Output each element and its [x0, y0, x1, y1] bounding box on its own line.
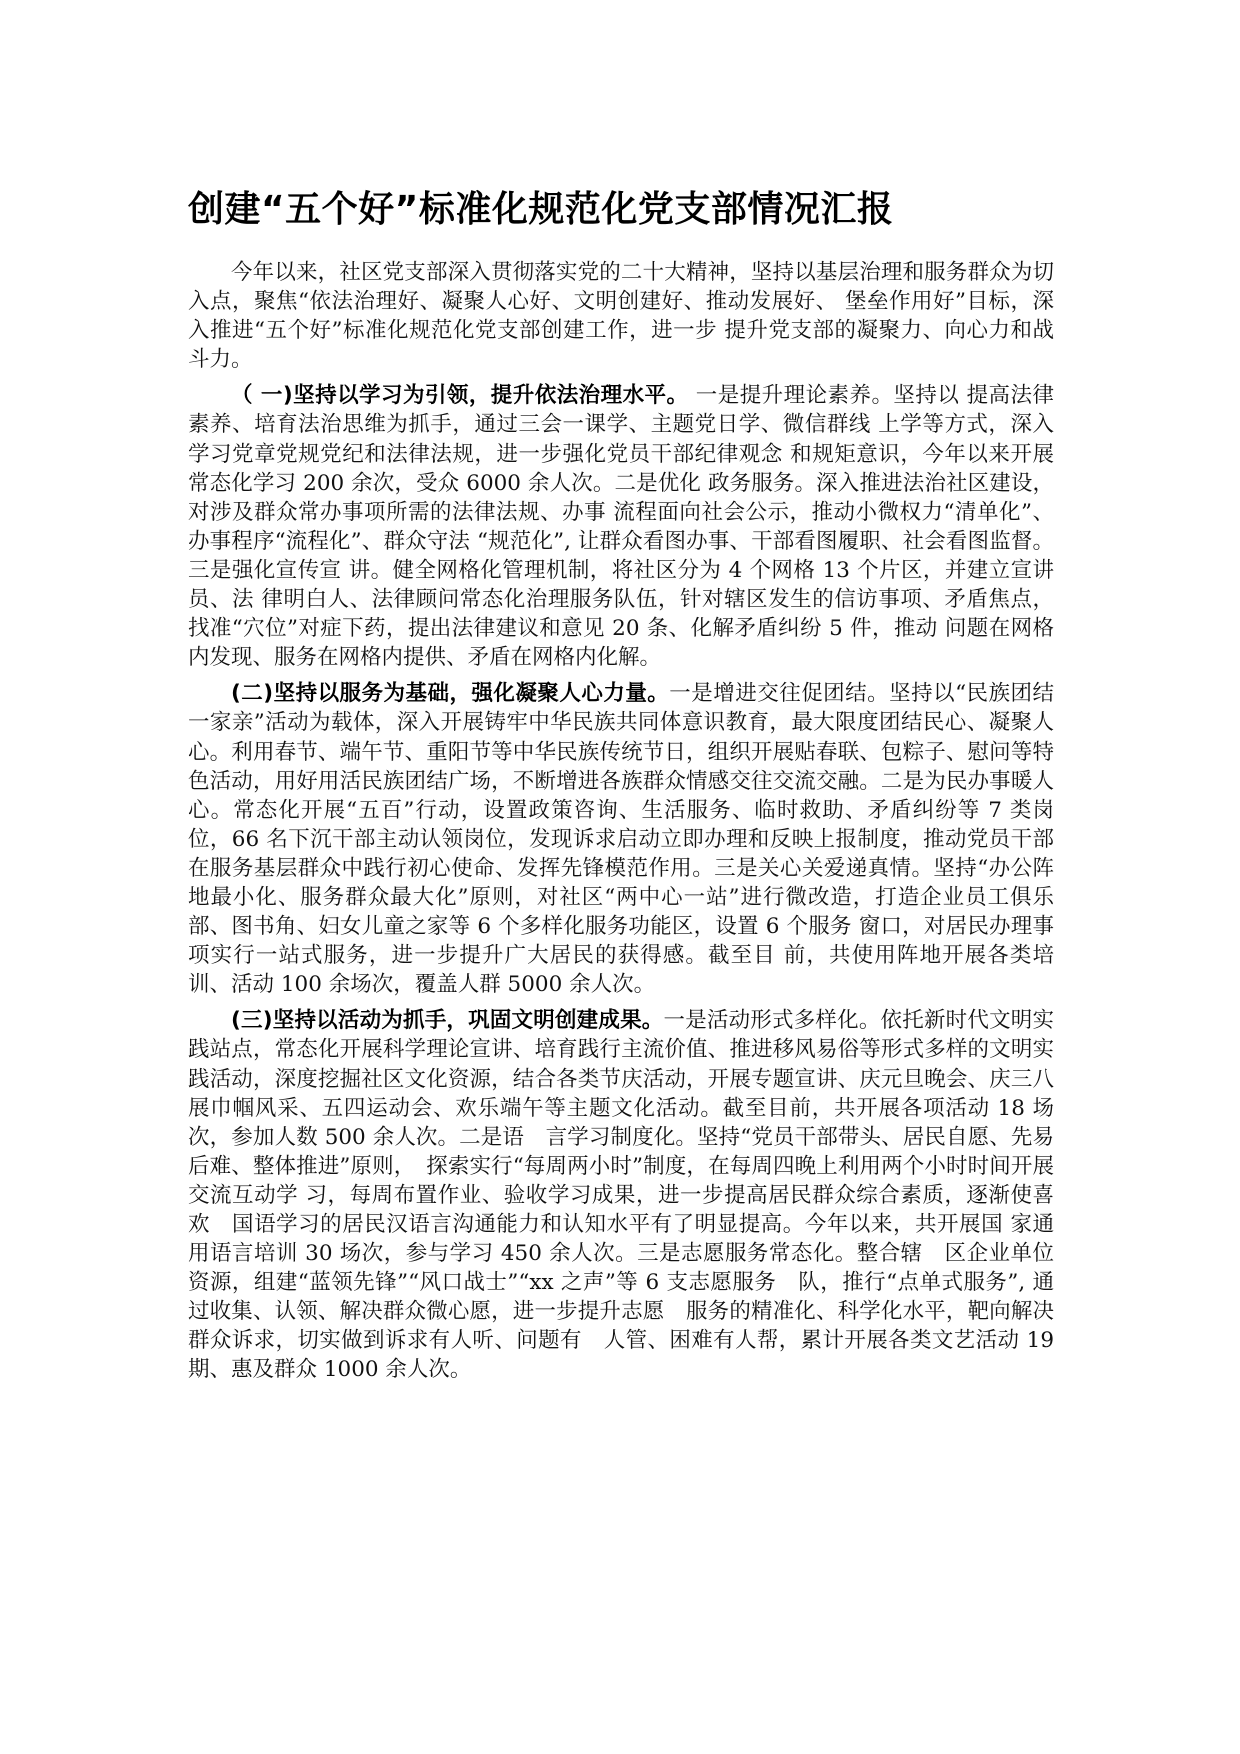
section-3-heading: (三)坚持以活动为抓手，巩固文明创建成果。	[231, 1008, 664, 1034]
section-2-text: 一是增进交往促团结。坚持以“民族团结一家亲”活动为载体，深入开展铸牢中华民族共同体意识教育，最大限度团结民心、凝聚人心。利用春节、端午节、重阳节等中华民族传统节日，组织开展贴春联、包粽子、慰问等特色活动，用好用活民族团结广场，不断增进各族群众情感交往交流交融。二是为民办事暖人心。常态化开展“五百”行动，设置政策咨询、生活服务、临时救助、矛盾纠纷等 7 类岗位，66 名下沉干部主动认领岗位，发现诉求启动立即办理和反映上报制度，推动党员干部在服务基层群众中践行初心使命、发挥先锋模范作用。三是关心关爱递真情。坚持“办公阵地最小化、服务群众最大化”原则，对社区“两中心一站”进行微改造，打造企业员工俱乐部、图书角、妇女儿童之家等 6 个多样化服务功能区，设置 6 个服务 窗口，对居民办理事项实行一站式服务，进一步提升广大居民的获得感。截至目 前，共使用阵地开展各类培训、活动 100 余场次，覆盖人群 5000 余人次。	[188, 681, 1054, 998]
document-title: 创建“五个好”标准化规范化党支部情况汇报	[188, 189, 894, 230]
intro-paragraph: 今年以来，社区党支部深入贯彻落实党的二十大精神，坚持以基层治理和服务群众为切入点，聚焦“依法治理好、凝聚人心好、文明创建好、推动发展好、 堡垒作用好”目标，深入推进“五个好”标准化规范化党支部创建工作，进一步 提升党支部的凝聚力、向心力和战斗力。	[188, 260, 1054, 373]
document-body	[188, 258, 1054, 1385]
section-3-text: 一是活动形式多样化。依托新时代文明实践站点，常态化开展科学理论宣讲、培育践行主流价值、推进移风易俗等形式多样的文明实践活动，深度挖掘社区文化资源，结合各类节庆活动，开展专题宣讲、庆元旦晚会、庆三八展巾帼风采、五四运动会、欢乐端午等主题文化活动。截至目前，共开展各项活动 18 场次，参加人数 500 余人次。二是语 言学习制度化。坚持“党员干部带头、居民自愿、先易后难、整体推进”原则， 探索实行“每周两小时”制度，在每周四晚上利用两个小时时间开展交流互动学 习，每周布置作业、验收学习成果，进一步提高居民群众综合素质，逐渐使喜欢 国语学习的居民汉语言沟通能力和认知水平有了明显提高。今年以来，共开展国 家通用语言培训 30 场次，参与学习 450 余人次。三是志愿服务常态化。整合辖 区企业单位资源，组建“蓝领先锋”“风口战士”“xx 之声”等 6 支志愿服务 队，推行“点单式服务”, 通过收集、认领、解决群众微心愿，进一步提升志愿 服务的精准化、科学化水平，靶向解决群众诉求，切实做到诉求有人听、问题有 人管、困难有人帮，累计开展各类文艺活动 19 期、惠及群众 1000 余人次。	[188, 1008, 1054, 1383]
section-3-paragraph	[188, 1006, 1054, 1384]
section-1-paragraph	[188, 381, 1054, 672]
section-2-paragraph	[188, 679, 1054, 999]
section-2-heading: (二)坚持以服务为基础，强化凝聚人心力量。	[231, 681, 670, 707]
section-1-text: 一是提升理论素养。坚持以 提高法律素养、培育法治思维为抓手，通过三会一课学、主题党日学、微信群线 上学等方式，深入学习党章党规党纪和法律法规，进一步强化党员干部纪律观念 和规矩意识，今年以来开展常态化学习 200 余次，受众 6000 余人次。二是优化 政务服务。深入推进法治社区建设，对涉及群众常办事项所需的法律法规、办事 流程面向社会公示，推动小微权力“清单化”、办事程序“流程化”、群众守法 “规范化”, 让群众看图办事、干部看图履职、社会看图监督。三是强化宣传宣 讲。健全网格化管理机制，将社区分为 4 个网格 13 个片区，并建立宣讲员、法 律明白人、法律顾问常态化治理服务队伍，针对辖区发生的信访事项、矛盾焦点， 找准“穴位”对症下药，提出法律建议和意见 20 条、化解矛盾纠纷 5 件，推动 问题在网格内发现、服务在网格内提供、矛盾在网格内化解。	[188, 383, 1054, 671]
section-1-heading: （ 一)坚持以学习为引领，提升依法治理水平。	[231, 383, 689, 409]
